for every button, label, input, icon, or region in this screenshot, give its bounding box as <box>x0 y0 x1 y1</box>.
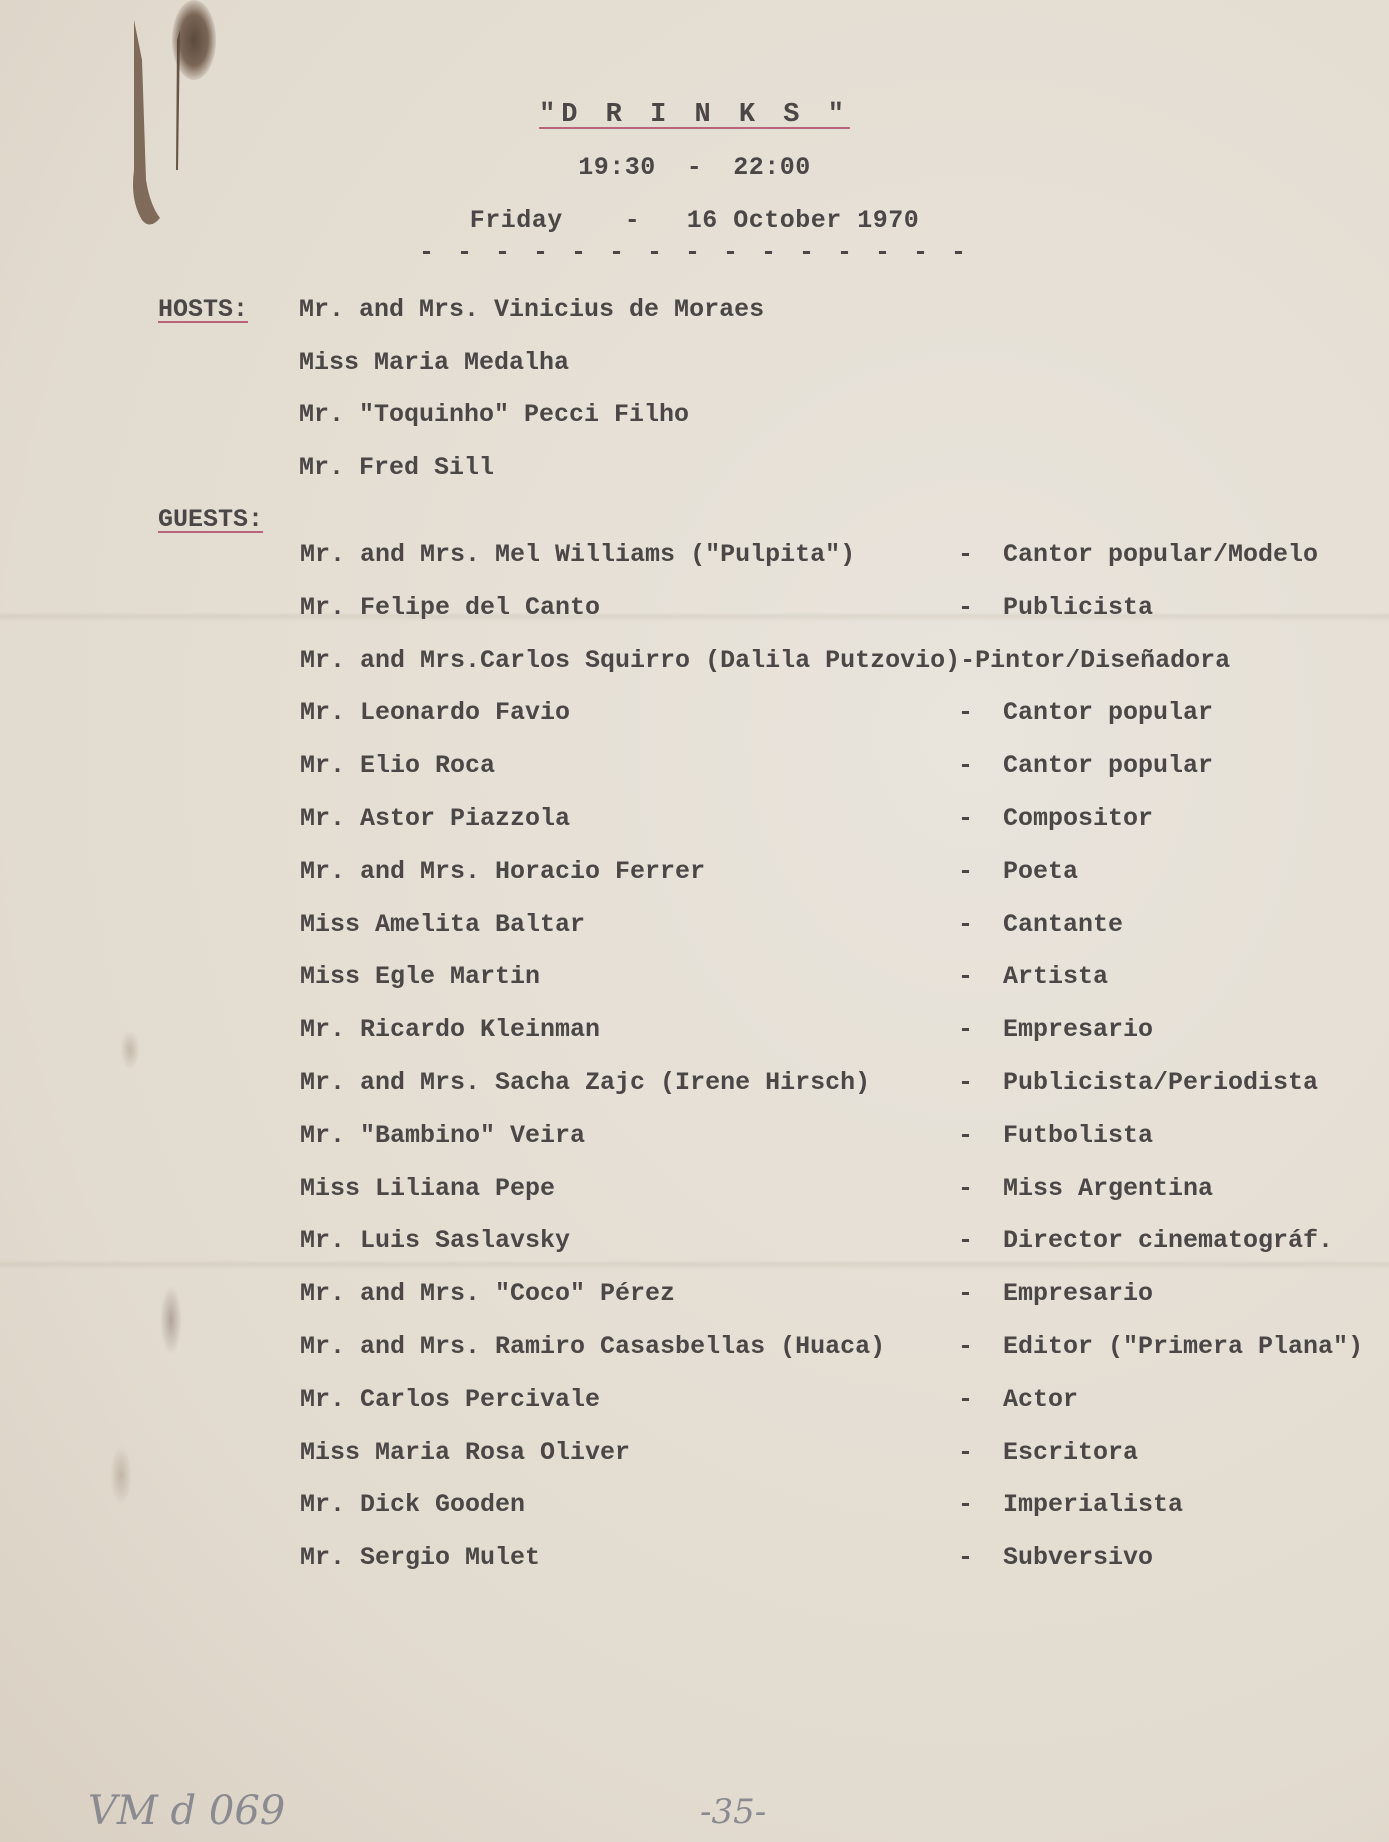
guest-role: - Compositor <box>958 804 1154 833</box>
guest-name: Mr. Sergio Mulet <box>300 1543 541 1572</box>
guest-role: - Cantor popular <box>958 698 1214 727</box>
host-entry: Mr. Fred Sill <box>299 453 495 482</box>
guest-role: - Poeta <box>958 857 1079 886</box>
guest-role: - Escritora <box>958 1438 1139 1467</box>
host-entry: Mr. and Mrs. Vinicius de Moraes <box>299 295 765 324</box>
guest-name: Mr. and Mrs. Horacio Ferrer <box>300 857 706 886</box>
guest-role: - Publicista <box>958 593 1154 622</box>
guests-label: GUESTS: <box>158 505 264 534</box>
guest-name: Mr. Luis Saslavsky <box>300 1226 571 1255</box>
paper-stain <box>160 1285 182 1355</box>
archive-reference: VM d 069 <box>88 1788 286 1834</box>
guest-name: Mr. Ricardo Kleinman <box>300 1015 601 1044</box>
guest-name: Mr. and Mrs. Ramiro Casasbellas (Huaca) <box>300 1332 886 1361</box>
guest-role: - Miss Argentina <box>958 1174 1214 1203</box>
guest-role: - Director cinematográf. <box>958 1226 1334 1255</box>
guest-role: - Cantante <box>958 910 1124 939</box>
host-entry: Miss Maria Medalha <box>299 348 570 377</box>
guest-name: Miss Amelita Baltar <box>300 910 586 939</box>
guest-name: Mr. and Mrs. Mel Williams ("Pulpita") <box>300 540 856 569</box>
event-time: 19:30 - 22:00 <box>578 153 811 182</box>
guest-role: - Cantor popular <box>958 751 1214 780</box>
guest-name: Mr. and Mrs. "Coco" Pérez <box>300 1279 676 1308</box>
page-number: -35- <box>700 1792 767 1832</box>
guest-name: Mr. and Mrs.Carlos Squirro (Dalila Putzovio)-Pintor/Diseñadora <box>300 646 1231 675</box>
guest-role: - Publicista/Periodista <box>958 1068 1319 1097</box>
hosts-label: HOSTS: <box>158 295 249 324</box>
paper-stain <box>120 1030 140 1070</box>
guest-name: Miss Egle Martin <box>300 962 541 991</box>
guest-role: - Empresario <box>958 1015 1154 1044</box>
guest-role: - Futbolista <box>958 1121 1154 1150</box>
guest-name: Mr. "Bambino" Veira <box>300 1121 586 1150</box>
guest-name: Mr. Dick Gooden <box>300 1490 526 1519</box>
event-date: Friday - 16 October 1970 <box>469 206 920 235</box>
guest-name: Mr. Felipe del Canto <box>300 593 601 622</box>
guest-name: Mr. Carlos Percivale <box>300 1385 601 1414</box>
header-divider: - - - - - - - - - - - - - - - <box>418 238 971 267</box>
guest-role: - Cantor popular/Modelo <box>958 540 1319 569</box>
document-title: "D R I N K S " <box>539 100 850 130</box>
guest-name: Mr. Leonardo Favio <box>300 698 571 727</box>
guest-role: - Subversivo <box>958 1543 1154 1572</box>
guest-role: - Actor <box>958 1385 1079 1414</box>
guest-name: Mr. Astor Piazzola <box>300 804 571 833</box>
paper-stain <box>110 1445 132 1505</box>
guest-role: - Artista <box>958 962 1109 991</box>
guest-name: Miss Maria Rosa Oliver <box>300 1438 631 1467</box>
guest-name: Miss Liliana Pepe <box>300 1174 556 1203</box>
guest-role: - Imperialista <box>958 1490 1184 1519</box>
guest-name: Mr. Elio Roca <box>300 751 496 780</box>
host-entry: Mr. "Toquinho" Pecci Filho <box>299 400 690 429</box>
guest-role: - Empresario <box>958 1279 1154 1308</box>
guest-role: - Editor ("Primera Plana") <box>958 1332 1364 1361</box>
guest-name: Mr. and Mrs. Sacha Zajc (Irene Hirsch) <box>300 1068 871 1097</box>
